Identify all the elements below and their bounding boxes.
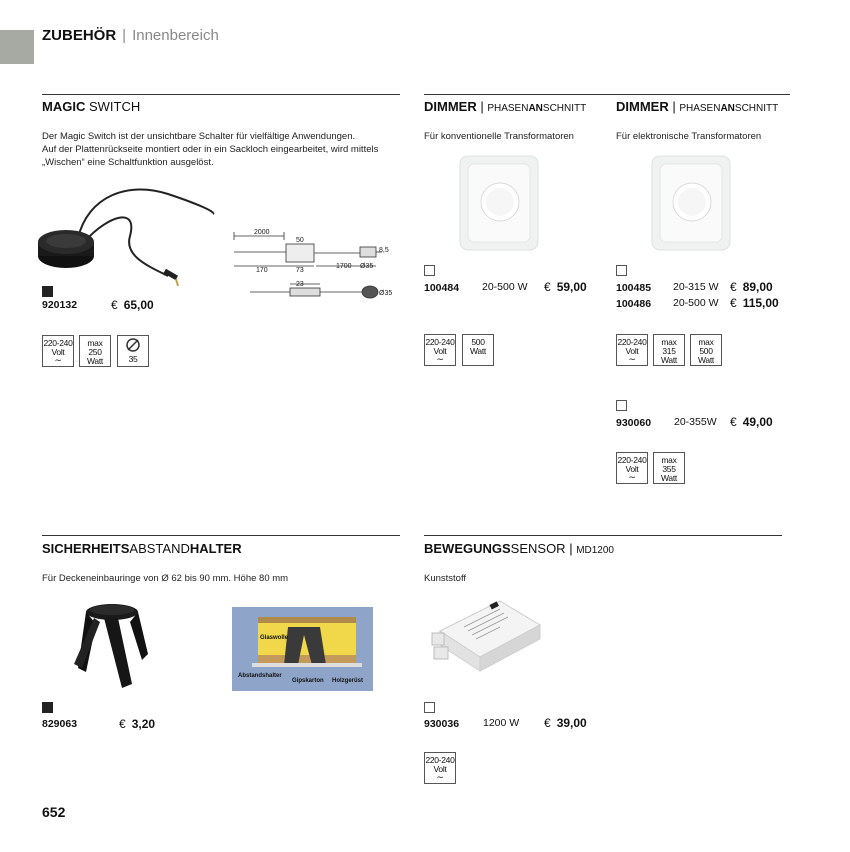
badge-wattage [79,335,111,367]
dimmer2-code-1: 100485 [616,282,652,294]
dim-dia35-a: Ø35 [360,263,374,270]
magic-currency: € [111,298,118,312]
magic-desc-line: Der Magic Switch ist der unsichtbare Schalter für vielfältige Anwendungen. [42,131,356,142]
sensor-currency: € [544,716,551,730]
rule-dimmer [424,94,790,95]
badge-watt-top: 500 [471,337,485,347]
badge-voltage [424,752,456,784]
badge-watt-top: max 500 [698,337,714,356]
magic-price-value: 65,00 [123,298,154,312]
badge-volt-top: 220-240 [617,337,647,347]
magic-code: 920132 [42,299,78,311]
color-swatch-black [42,702,53,713]
magic-desc-line: Auf der Plattenrückseite montiert oder in ein Sackloch eingearbeitet, wird mittels [42,144,379,155]
ac-wave-icon: ∼ [628,472,636,482]
magic-price [111,298,154,312]
sensor-watt: 1200 W [483,717,520,729]
drill-icon [124,337,142,353]
badge-wattage [653,452,685,484]
halter-title-3: HALTER [189,541,242,556]
badge-volt-bottom: Volt [625,464,639,474]
dimmer2-extra-price [730,415,773,429]
badge-drill-hole [117,335,149,367]
halter-description: Für Deckeneinbauringe von Ø 62 bis 90 mm. Höhe 80 mm [42,573,289,584]
dim-170: 170 [256,267,268,274]
dimmer2-watt-2: 20-500 W [673,297,719,309]
rule-magic [42,94,400,95]
halter-image [70,598,152,692]
badge-wattage [653,334,685,366]
dimmer1-sub-a: PHASEN [487,103,529,114]
dimmer2-currency-2: € [730,296,737,310]
dimmer2-image [650,154,732,252]
color-swatch-white [616,400,627,411]
dimmer2-code-2: 100486 [616,298,652,310]
dimmer2-extra-price-value: 49,00 [742,415,773,429]
label-holzgeruest: Holzgerüst [332,678,364,684]
rule-halter [42,535,400,536]
halter-price-value: 3,20 [131,717,156,731]
dimmer2-extra-watt: 20-355W [674,416,717,428]
dim-50: 50 [296,237,304,244]
color-swatch-black [42,286,53,297]
page-header [42,27,219,44]
dimmer1-price-value: 59,00 [556,280,587,294]
color-swatch-white [616,265,627,276]
label-glaswolle: Glaswolle [260,635,289,641]
dim-dia35-b: Ø35 [379,290,393,297]
dimmer1-watt: 20-500 W [482,281,528,293]
badge-wattage [462,334,494,366]
badge-watt-bottom: Watt [661,473,677,483]
dimmer2-watt-1: 20-315 W [673,281,719,293]
magic-switch-diagram [232,226,402,304]
dimmer2-sub-b: AN [720,103,735,114]
badge-watt-bottom: Watt [470,346,486,356]
badge-watt-bottom: Watt [661,355,677,365]
color-swatch-white [424,702,435,713]
halter-title [42,541,242,556]
dim-23: 23 [296,281,304,288]
badge-wattage [690,334,722,366]
dimmer1-price [544,280,587,294]
sensor-title-2: SENSOR [510,541,566,556]
magic-title-bold: MAGIC [42,99,86,114]
header-subtitle: Innenbereich [132,27,219,44]
sensor-description: Kunststoff [424,573,467,584]
halter-price [119,717,155,731]
magic-title-rest: SWITCH [85,99,141,114]
badge-volt-top: 220-240 [617,455,647,465]
dimmer2-description: Für elektronische Transformatoren [616,131,762,142]
dim-8-5: 8,5 [379,247,389,254]
badge-voltage [42,335,74,367]
sensor-title [424,541,614,556]
dimmer2-extra-currency: € [730,415,737,429]
ac-wave-icon: ∼ [54,355,62,365]
dimmer1-code: 100484 [424,282,460,294]
dim-1700: 1700 [336,263,352,270]
badge-watt-top: max 315 [661,337,677,356]
halter-title-1: SICHERHEITS [42,541,130,556]
badge-num: 35 [128,354,138,364]
badge-voltage [616,452,648,484]
dimmer2-sub-c: SCHNITT [734,103,779,114]
dimmer2-price-value-2: 115,00 [742,296,779,310]
sensor-price [544,716,587,730]
ac-wave-icon: ∼ [436,354,444,364]
badge-voltage [616,334,648,366]
badge-voltage [424,334,456,366]
dim-73: 73 [296,267,304,274]
dim-2000: 2000 [254,229,270,236]
halter-title-2: ABSTAND [129,541,190,556]
badge-watt-bottom: Watt [87,356,103,366]
dimmer1-sub-b: AN [528,103,543,114]
sensor-image [430,595,544,675]
section-tab [0,30,34,64]
sensor-price-value: 39,00 [556,716,587,730]
dimmer1-title-bold: DIMMER [424,99,477,114]
sensor-model: MD1200 [576,545,614,556]
rule-sensor [424,535,782,536]
halter-install-photo [232,607,373,691]
dimmer1-image [458,154,540,252]
ac-wave-icon: ∼ [436,772,444,782]
dimmer2-extra-code: 930060 [616,417,652,429]
sensor-code: 930036 [424,718,460,730]
badge-volt-bottom: Volt [625,346,639,356]
color-swatch-white [424,265,435,276]
magic-switch-image [38,176,220,294]
dimmer2-price-1 [730,280,773,294]
dimmer2-title [616,99,778,114]
label-abstandshalter: Abstandshalter [238,673,282,679]
badge-volt-top: 220-240 [43,338,73,348]
dimmer2-sub-a: PHASEN [679,103,721,114]
badge-volt-top: 220-240 [425,337,455,347]
page-number: 652 [42,804,66,820]
dimmer1-description: Für konventionelle Transformatoren [424,131,574,142]
halter-currency: € [119,717,126,731]
magic-desc-line: „Wischen“ eine Schaltfunktion ausgelöst. [42,157,214,168]
badge-volt-bottom: Volt [51,347,65,357]
badge-watt-top: max 250 [87,338,103,357]
header-separator: | [122,27,127,44]
badge-volt-bottom: Volt [433,764,447,774]
dimmer1-sub-c: SCHNITT [542,103,587,114]
magic-switch-title [42,99,140,114]
dimmer1-title [424,99,586,114]
dimmer2-price-2 [730,296,779,310]
dimmer2-price-value-1: 89,00 [742,280,773,294]
ac-wave-icon: ∼ [628,354,636,364]
dimmer1-currency: € [544,280,551,294]
dimmer2-title-sep: | [668,99,680,114]
header-title: ZUBEHÖR [42,27,117,44]
magic-switch-description [42,130,402,169]
label-gipskarton: Gipskarton [292,678,324,684]
badge-watt-bottom: Watt [698,355,714,365]
dimmer2-currency-1: € [730,280,737,294]
sensor-title-sep: | [565,541,577,556]
dimmer1-title-sep: | [476,99,488,114]
sensor-title-1: BEWEGUNGS [424,541,511,556]
badge-volt-bottom: Volt [433,346,447,356]
badge-volt-top: 220-240 [425,755,455,765]
badge-watt-top: max 355 [661,455,677,474]
dimmer2-title-bold: DIMMER [616,99,669,114]
halter-code: 829063 [42,718,78,730]
